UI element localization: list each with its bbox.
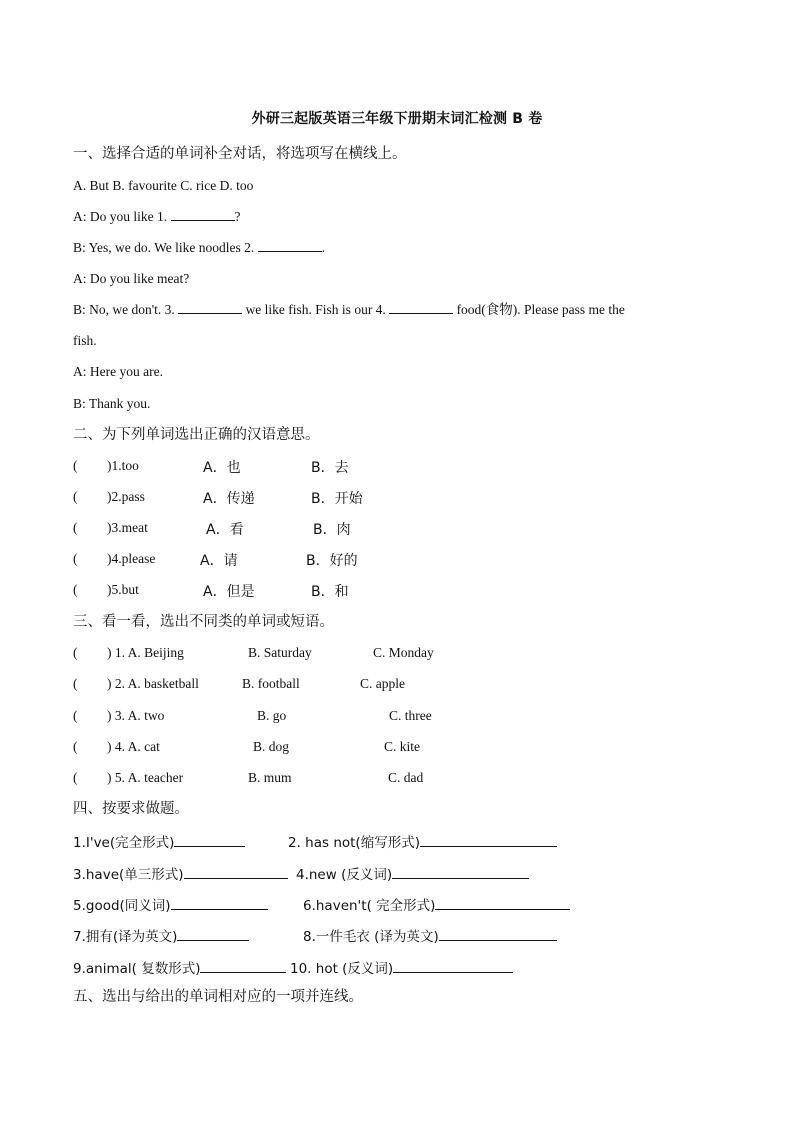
dialogue-line-1-text: A: Do you like 1. xyxy=(73,209,171,224)
answer-paren[interactable]: ( xyxy=(73,645,78,660)
question-6-label: 6.haven't( 完全形式) xyxy=(303,898,436,914)
answer-paren[interactable]: ( xyxy=(73,676,78,691)
answer-blank-q5[interactable] xyxy=(171,897,268,910)
choice-a: ) 4. A. cat xyxy=(107,739,160,754)
choice-c: C. dad xyxy=(388,770,424,785)
option-b: B．和 xyxy=(311,584,349,600)
section1-heading: 一、选择合适的单词补全对话，将选项写在横线上。 xyxy=(73,146,407,162)
section5-heading: 五、选出与给出的单词相对应的一项并连线。 xyxy=(73,989,363,1005)
question-1-label: 1.I've(完全形式) xyxy=(73,835,175,851)
dialogue-line-1-end: ? xyxy=(234,209,241,224)
choice-a: ) 5. A. teacher xyxy=(107,770,184,785)
choice-c: C. three xyxy=(389,708,432,723)
answer-blank-q4[interactable] xyxy=(392,866,529,879)
question-10 xyxy=(290,957,513,977)
answer-paren[interactable]: ( xyxy=(73,458,78,473)
section2-heading: 二、为下列单词选出正确的汉语意思。 xyxy=(73,427,320,443)
dialogue-line-2 xyxy=(73,239,325,257)
answer-blank-3[interactable] xyxy=(178,301,242,314)
item-word: )4.please xyxy=(107,551,156,566)
choice-b: B. go xyxy=(257,708,287,723)
option-b: B．去 xyxy=(311,460,349,476)
option-a: A．传递 xyxy=(203,491,255,507)
question-2 xyxy=(288,831,557,851)
answer-paren[interactable]: ( xyxy=(73,708,78,723)
choice-b: B. football xyxy=(242,676,300,691)
answer-blank-2[interactable] xyxy=(258,239,322,252)
question-7 xyxy=(73,925,249,945)
answer-blank-q10[interactable] xyxy=(393,960,513,973)
dialogue-line-4-text-a: B: No, we don't. 3. xyxy=(73,302,179,317)
answer-blank-1[interactable] xyxy=(171,208,235,221)
dialogue-line-4-text-c: food(食物). Please pass me the xyxy=(453,302,625,317)
choice-b: B. dog xyxy=(253,739,290,754)
answer-paren[interactable]: ( xyxy=(73,520,78,535)
choice-c: C. kite xyxy=(384,739,420,754)
question-1 xyxy=(73,831,245,851)
question-3 xyxy=(73,863,288,883)
answer-paren[interactable]: ( xyxy=(73,551,78,566)
dialogue-line-2-end: . xyxy=(321,240,326,255)
option-a: A．但是 xyxy=(203,584,255,600)
choice-a: ) 1. A. Beijing xyxy=(107,645,184,660)
choice-a: ) 3. A. two xyxy=(107,708,165,723)
option-b: B．开始 xyxy=(311,491,363,507)
item-word: )2.pass xyxy=(107,489,145,504)
question-9-label: 9.animal( 复数形式) xyxy=(73,961,201,977)
option-a: A．也 xyxy=(203,460,241,476)
dialogue-line-2-text: B: Yes, we do. We like noodles 2. xyxy=(73,240,258,255)
question-3-label: 3.have(单三形式) xyxy=(73,867,184,883)
answer-blank-q1[interactable] xyxy=(174,834,245,847)
dialogue-line-6: A: Here you are. xyxy=(73,364,163,379)
choice-b: B. mum xyxy=(248,770,292,785)
question-4 xyxy=(296,863,529,883)
answer-paren[interactable]: ( xyxy=(73,582,78,597)
question-5-label: 5.good(同义词) xyxy=(73,898,171,914)
question-7-label: 7.拥有(译为英文) xyxy=(73,929,178,945)
question-5 xyxy=(73,894,268,914)
item-word: )1.too xyxy=(107,458,139,473)
item-word: )5.but xyxy=(107,582,139,597)
choice-b: B. Saturday xyxy=(248,645,312,660)
answer-blank-q9[interactable] xyxy=(200,960,286,973)
question-8-label: 8.一件毛衣 (译为英文) xyxy=(303,929,439,945)
option-b: B．肉 xyxy=(313,522,351,538)
option-a: A．请 xyxy=(200,553,238,569)
section4-heading: 四、按要求做题。 xyxy=(73,801,189,817)
answer-paren[interactable]: ( xyxy=(73,739,78,754)
answer-blank-q8[interactable] xyxy=(439,928,557,941)
answer-paren[interactable]: ( xyxy=(73,489,78,504)
question-2-label: 2. has not(缩写形式) xyxy=(288,835,420,851)
section3-heading: 三、看一看，选出不同类的单词或短语。 xyxy=(73,614,334,630)
choice-c: C. apple xyxy=(360,676,405,691)
page-title: 外研三起版英语三年级下册期末词汇检测 B 卷 xyxy=(251,111,543,127)
dialogue-line-4-text-b: we like fish. Fish is our 4. xyxy=(242,302,390,317)
answer-blank-q6[interactable] xyxy=(435,897,570,910)
item-word: )3.meat xyxy=(107,520,148,535)
answer-blank-q2[interactable] xyxy=(420,834,557,847)
dialogue-line-7: B: Thank you. xyxy=(73,396,151,411)
question-9 xyxy=(73,957,286,977)
question-8 xyxy=(303,925,557,945)
dialogue-line-3: A: Do you like meat? xyxy=(73,271,190,286)
section1-options: A. But B. favourite C. rice D. too xyxy=(73,178,254,193)
choice-c: C. Monday xyxy=(373,645,434,660)
answer-paren[interactable]: ( xyxy=(73,770,78,785)
option-a: A．看 xyxy=(206,522,244,538)
dialogue-line-5: fish. xyxy=(73,333,97,348)
dialogue-line-4 xyxy=(73,301,720,319)
question-10-label: 10. hot (反义词) xyxy=(290,961,394,977)
choice-a: ) 2. A. basketball xyxy=(107,676,199,691)
answer-blank-q7[interactable] xyxy=(177,928,249,941)
dialogue-line-1 xyxy=(73,208,241,226)
answer-blank-q3[interactable] xyxy=(184,866,288,879)
answer-blank-4[interactable] xyxy=(389,301,453,314)
question-6 xyxy=(303,894,570,914)
question-4-label: 4.new (反义词) xyxy=(296,867,393,883)
option-b: B．好的 xyxy=(306,553,358,569)
